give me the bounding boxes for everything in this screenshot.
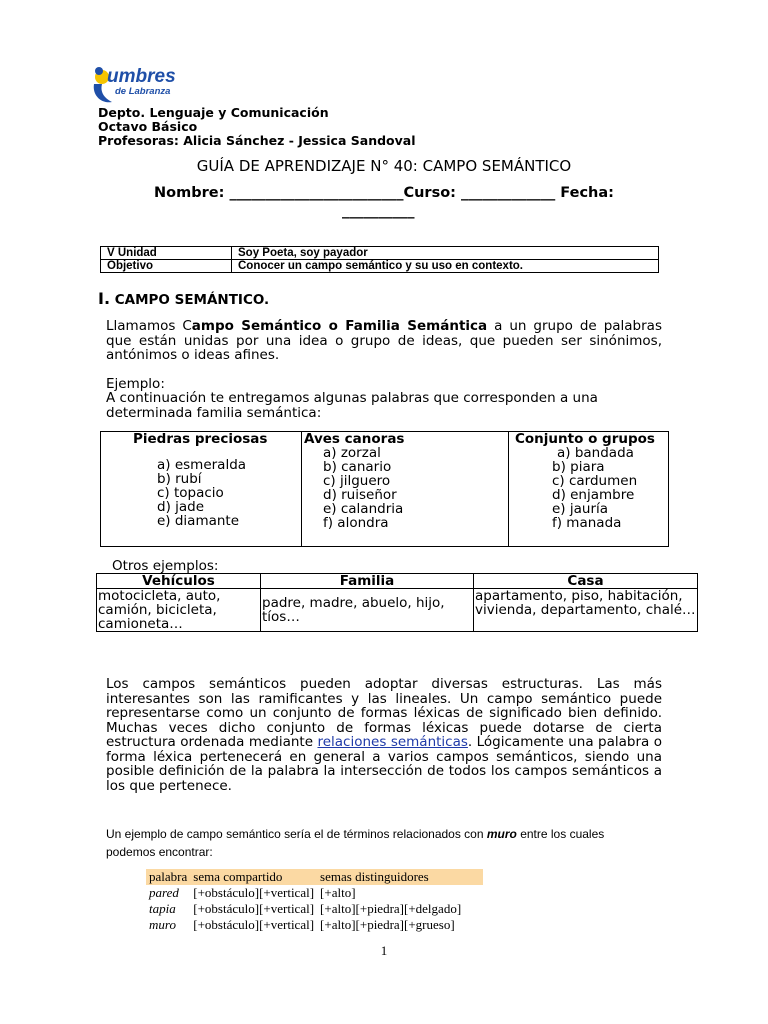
document-title: GUÍA DE APRENDIZAJE N° 40: CAMPO SEMÁNTICO: [196, 157, 572, 175]
list-item: b) canario: [323, 459, 392, 475]
school-logo: [88, 62, 188, 108]
page-number: 1: [380, 943, 388, 958]
column-header: Casa: [474, 574, 698, 589]
intro-text-post: a un grupo de palabras que están unidas por una idea o grupo de ideas, que pueden ser sinónimos, antónimos o ideas afines.: [106, 318, 662, 363]
sema-table: [146, 869, 483, 933]
list-item: b) piara: [552, 459, 605, 475]
list-item: d) ruiseñor: [323, 487, 397, 503]
table-cell: tapia: [149, 901, 176, 916]
example-text: A continuación te entregamos algunas palabras que corresponden a una determinada familia semántica:: [106, 390, 598, 421]
column-header: semas distinguidores: [317, 869, 483, 885]
column-header: Familia: [261, 574, 474, 589]
list-item: c) cardumen: [552, 473, 638, 489]
family-list: [302, 446, 508, 530]
objective-value: Conocer un campo semántico y su uso en contexto.: [232, 260, 659, 273]
teachers-line: Profesoras: Alicia Sánchez - Jessica Sandoval: [98, 133, 416, 148]
student-form-line-2: __________: [342, 203, 415, 219]
student-form-line: Nombre: ________________________Curso: _____________ Fecha:: [154, 185, 614, 201]
section-title: CAMPO SEMÁNTICO.: [114, 292, 270, 308]
structures-text-post: . Lógicamente una palabra o forma léxica pertenecerá en general a varios campos semánticos, siendo una posible definición de la palabra la intersección de todos los campos semánticos a los que pertenece.: [106, 734, 663, 794]
structures-text-pre: Los campos semánticos pueden adoptar diversas estructuras. Las más interesantes son las ramificantes y las lineales. Un campo semántico puede representarse como un conjunto de formas léxicas de significado bien definido. Muchas veces dicho conjunto de formas léxicas puede dotarse de cierta estructura ordenada mediante: [106, 676, 662, 750]
muro-text-post: entre los cuales podemos encontrar:: [106, 827, 605, 859]
list-item: e) diamante: [157, 513, 240, 529]
table-row: [101, 432, 669, 547]
table-row: [146, 917, 483, 933]
table-cell: [+obstáculo][+vertical]: [193, 917, 315, 932]
level-line: Octavo Básico: [98, 119, 198, 134]
column-header: Vehículos: [97, 574, 261, 589]
example-label: Ejemplo:: [106, 376, 165, 392]
families-table: [100, 431, 669, 547]
unit-table: [100, 246, 659, 273]
semantic-relations-link[interactable]: relaciones semánticas: [317, 734, 468, 750]
muro-text-bold: muro: [486, 827, 517, 841]
intro-paragraph: [106, 319, 662, 363]
family-cell: [509, 432, 669, 547]
unit-label: V Unidad: [101, 247, 232, 260]
table-cell: muro: [149, 917, 176, 932]
department-line: Depto. Lenguaje y Comunicación: [98, 105, 329, 120]
structures-paragraph: [106, 677, 662, 793]
list-item: d) jade: [157, 499, 205, 515]
table-cell: [+alto][+piedra][+grueso]: [320, 917, 455, 932]
section-heading: [98, 289, 269, 308]
table-row: [97, 589, 698, 632]
table-row: [101, 247, 659, 260]
family-title: Aves canoras: [304, 431, 405, 447]
family-list: [509, 446, 668, 530]
intro-text-bold: ampo Semántico o Familia Semántica: [191, 318, 488, 334]
table-row: [97, 574, 698, 589]
table-header-row: [146, 869, 483, 885]
list-item: f) alondra: [323, 515, 389, 531]
list-item: a) zorzal: [323, 445, 381, 461]
table-cell: apartamento, piso, habitación, vivienda, departamento, chalé…: [474, 589, 698, 632]
list-item: a) esmeralda: [157, 457, 247, 473]
table-cell: [+alto][+piedra][+delgado]: [320, 901, 462, 916]
family-title: Piedras preciosas: [133, 431, 268, 447]
list-item: b) rubí: [157, 471, 202, 487]
list-item: c) jilguero: [323, 473, 391, 489]
objective-label: Objetivo: [101, 260, 232, 273]
family-cell: [302, 432, 509, 547]
logo-text-sub: de Labranza: [115, 86, 171, 97]
table-cell: motocicleta, auto, camión, bicicleta, camioneta…: [97, 589, 261, 632]
other-examples-table: [96, 573, 698, 632]
table-cell: [+obstáculo][+vertical]: [193, 885, 315, 900]
column-header: sema compartido: [190, 869, 317, 885]
list-item: a) bandada: [557, 445, 634, 461]
list-item: c) topacio: [157, 485, 224, 501]
list-item: d) enjambre: [552, 487, 635, 503]
family-list: [101, 446, 301, 528]
list-item: e) calandria: [323, 501, 404, 517]
muro-intro: [106, 825, 646, 861]
section-number: I.: [98, 289, 111, 308]
muro-text-pre: Un ejemplo de campo semántico sería el de términos relacionados con: [106, 827, 487, 841]
table-row: [146, 885, 483, 901]
table-cell: [+alto]: [320, 885, 356, 900]
list-item: f) manada: [552, 515, 622, 531]
unit-value: Soy Poeta, soy payador: [232, 247, 659, 260]
table-cell: padre, madre, abuelo, hijo, tíos…: [261, 589, 474, 632]
table-cell: [+obstáculo][+vertical]: [193, 901, 315, 916]
family-title: Conjunto o grupos: [515, 431, 655, 447]
list-item: e) jauría: [552, 501, 609, 517]
table-cell: pared: [149, 885, 179, 900]
table-row: [146, 901, 483, 917]
intro-text-pre: Llamamos C: [106, 318, 192, 334]
column-header: palabra: [146, 869, 190, 885]
other-examples-label: Otros ejemplos:: [112, 558, 219, 574]
table-row: [101, 260, 659, 273]
logo-text-main: umbres: [107, 66, 176, 87]
family-cell: [101, 432, 302, 547]
